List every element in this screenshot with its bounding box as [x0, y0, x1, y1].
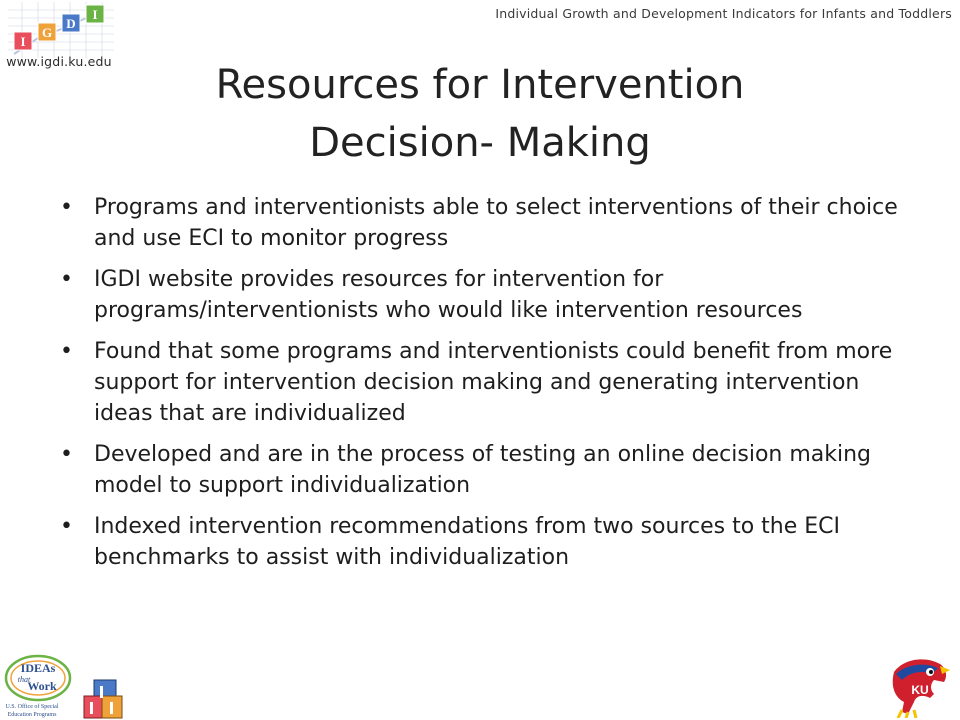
logo-letter-i1: I — [20, 34, 26, 49]
logo-letter-i2: I — [92, 7, 98, 22]
bullet-item: • IGDI website provides resources for intervention for programs/interventionists who would like intervention resources — [56, 264, 916, 326]
svg-text:that: that — [17, 675, 31, 684]
ku-jayhawk-logo — [886, 654, 950, 718]
svg-text:IDEAs: IDEAs — [20, 661, 56, 675]
logo-letter-g: G — [41, 25, 53, 40]
bullet-item: • Developed and are in the process of testing an online decision making model to support individualization — [56, 439, 916, 501]
bullet-list — [56, 192, 916, 583]
bullet-item: • Indexed intervention recommendations from two sources to the ECI benchmarks to assist with individualization — [56, 511, 916, 573]
svg-text:KU: KU — [911, 683, 929, 697]
site-url[interactable]: www.igdi.ku.edu — [6, 54, 112, 69]
ideas-that-work-logo — [2, 652, 132, 720]
bullet-item: • Found that some programs and interventionists could benefit from more support for intervention decision making and generating intervention ideas that are individualized — [56, 336, 916, 429]
logo-letter-d: D — [66, 16, 76, 31]
slide-title — [0, 56, 960, 172]
svg-text:Work: Work — [27, 679, 57, 693]
svg-text:Education Programs: Education Programs — [7, 712, 57, 718]
slide-title-line-2: Decision- Making — [309, 120, 651, 166]
svg-text:U.S. Office of Special: U.S. Office of Special — [5, 704, 59, 710]
bullet-item: • Programs and interventionists able to select interventions of their choice and use ECI to monitor progress — [56, 192, 916, 254]
slide-title-line-1: Resources for Intervention — [215, 62, 745, 108]
igdi-logo — [8, 2, 114, 58]
program-name: Individual Growth and Development Indicators for Infants and Toddlers — [495, 6, 952, 21]
